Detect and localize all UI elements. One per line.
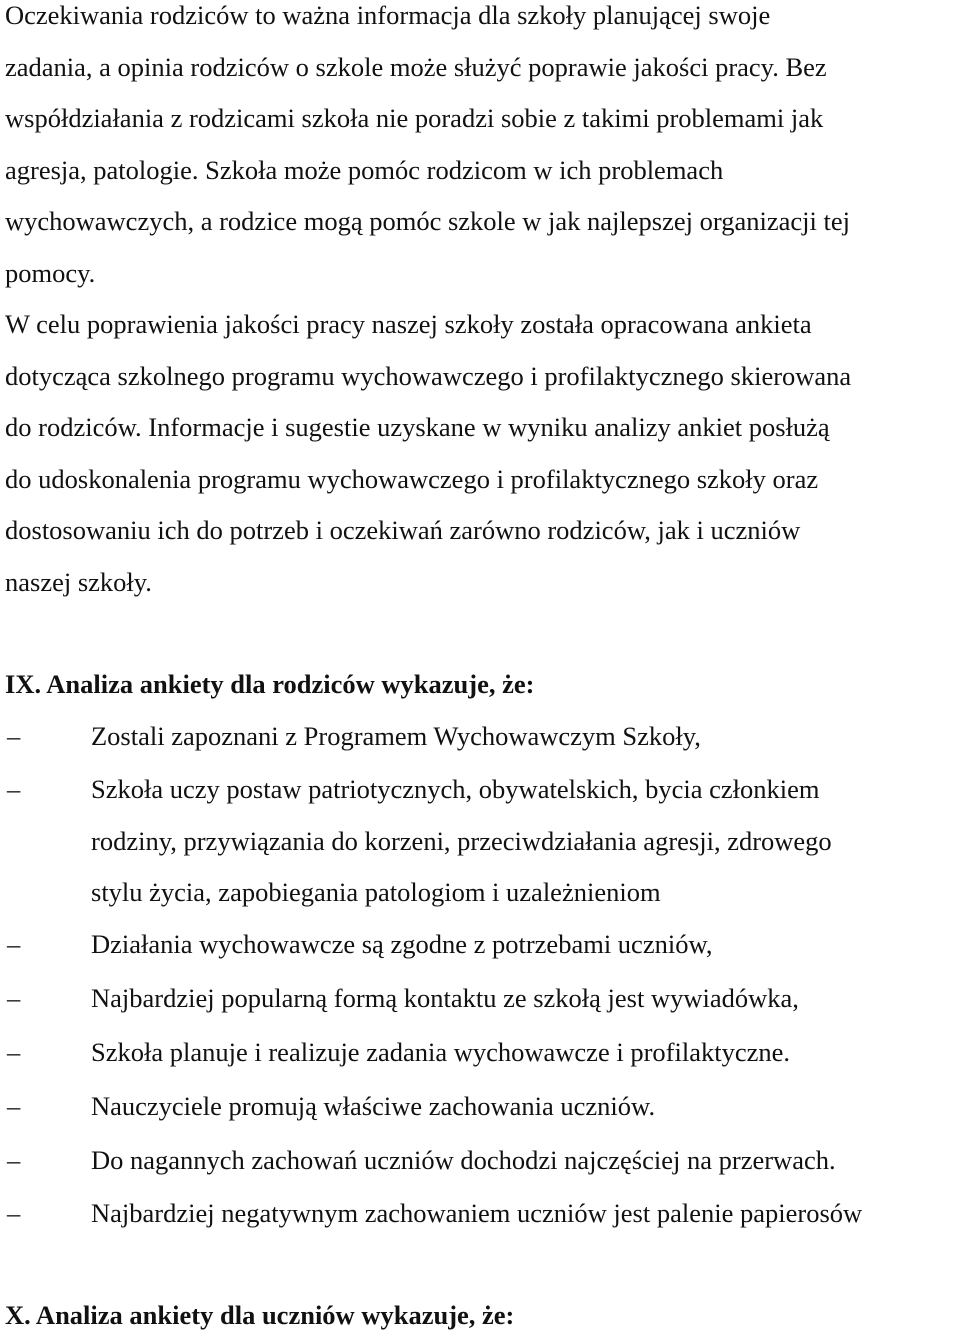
paragraph-line: do udoskonalenia programu wychowawczego i profilaktycznego szkoły oraz bbox=[5, 464, 819, 494]
paragraph-line: agresja, patologie. Szkoła może pomóc rodzicom w ich problemach bbox=[5, 155, 724, 185]
list-item-text: Najbardziej negatywnym zachowaniem uczniów jest palenie papierosów bbox=[91, 1198, 863, 1228]
paragraph-line: współdziałania z rodzicami szkoła nie poradzi sobie z takimi problemami jak bbox=[5, 103, 824, 133]
list-item-text: Do nagannych zachowań uczniów dochodzi najczęściej na przerwach. bbox=[91, 1145, 836, 1175]
list-item-text: Nauczyciele promują właściwe zachowania uczniów. bbox=[91, 1091, 656, 1121]
dash-bullet-icon: – bbox=[7, 774, 21, 804]
paragraph-line: zadania, a opinia rodziców o szkole może służyć poprawie jakości pracy. Bez bbox=[5, 52, 827, 82]
list-item-text: Szkoła planuje i realizuje zadania wychowawcze i profilaktyczne. bbox=[91, 1037, 790, 1067]
section-x-heading: X. Analiza ankiety dla uczniów wykazuje, że: bbox=[5, 1300, 515, 1330]
list-item-text: Działania wychowawcze są zgodne z potrzebami uczniów, bbox=[91, 929, 713, 959]
dash-bullet-icon: – bbox=[7, 983, 21, 1013]
list-item-text: Najbardziej popularną formą kontaktu ze szkołą jest wywiadówka, bbox=[91, 983, 799, 1013]
paragraph-line: pomocy. bbox=[5, 258, 96, 288]
dash-bullet-icon: – bbox=[7, 721, 21, 751]
paragraph-line: do rodziców. Informacje i sugestie uzyskane w wyniku analizy ankiet posłużą bbox=[5, 412, 830, 442]
paragraph-line: dostosowaniu ich do potrzeb i oczekiwań zarówno rodziców, jak i uczniów bbox=[5, 515, 801, 545]
dash-bullet-icon: – bbox=[7, 1091, 21, 1121]
dash-bullet-icon: – bbox=[7, 1145, 21, 1175]
list-item-text: stylu życia, zapobiegania patologiom i uzależnieniom bbox=[91, 877, 661, 907]
paragraph-line: W celu poprawienia jakości pracy naszej szkoły została opracowana ankieta bbox=[5, 309, 812, 339]
list-item-text: rodziny, przywiązania do korzeni, przeciwdziałania agresji, zdrowego bbox=[91, 826, 832, 856]
list-item-text: Szkoła uczy postaw patriotycznych, obywatelskich, bycia członkiem bbox=[91, 774, 820, 804]
dash-bullet-icon: – bbox=[7, 929, 21, 959]
paragraph-line: naszej szkoły. bbox=[5, 567, 152, 597]
dash-bullet-icon: – bbox=[7, 1198, 21, 1228]
section-ix-heading: IX. Analiza ankiety dla rodziców wykazuje, że: bbox=[5, 669, 535, 699]
paragraph-line: Oczekiwania rodziców to ważna informacja dla szkoły planującej swoje bbox=[5, 0, 771, 30]
paragraph-line: wychowawczych, a rodzice mogą pomóc szkole w jak najlepszej organizacji tej bbox=[5, 206, 850, 236]
list-item-text: Zostali zapoznani z Programem Wychowawczym Szkoły, bbox=[91, 721, 701, 751]
dash-bullet-icon: – bbox=[7, 1037, 21, 1067]
paragraph-line: dotycząca szkolnego programu wychowawczego i profilaktycznego skierowana bbox=[5, 361, 852, 391]
